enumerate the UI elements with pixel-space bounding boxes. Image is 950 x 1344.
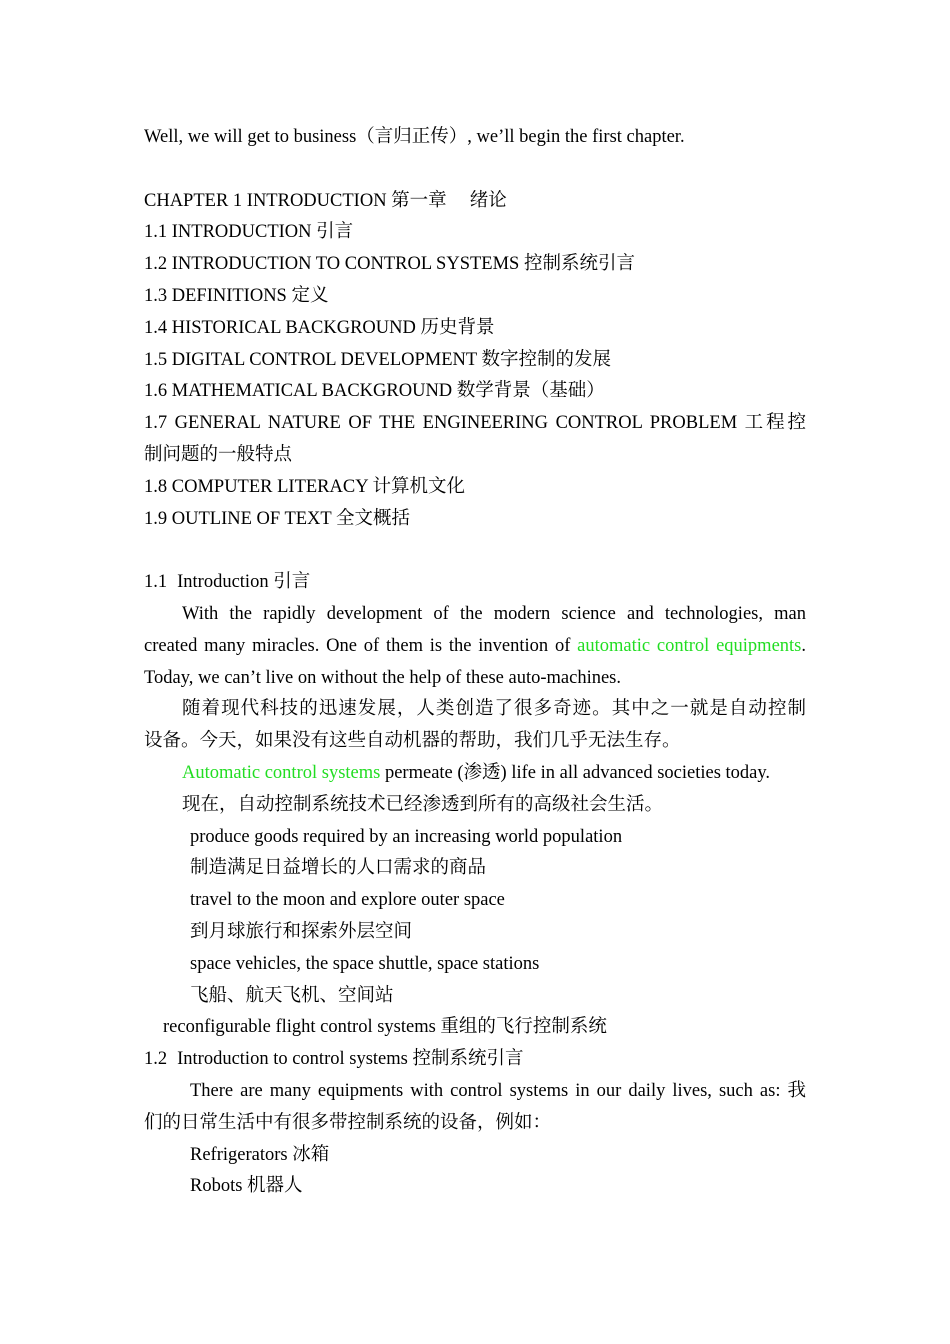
toc-item: 1.8 COMPUTER LITERACY 计算机文化	[144, 476, 466, 497]
document-body	[144, 122, 806, 1203]
section-title: Introduction 引言	[177, 572, 311, 593]
paragraph-line: reconfigurable flight control systems 重组的飞行控制系统	[163, 1017, 607, 1038]
toc-item: 1.1 INTRODUCTION 引言	[144, 222, 354, 243]
paragraph-text: created many miracles. One of them is the invention of	[144, 635, 578, 656]
toc-item: 1.6 MATHEMATICAL BACKGROUND 数学背景（基础）	[144, 381, 605, 402]
example-line: 制造满足日益增长的人口需求的商品	[190, 858, 487, 879]
toc-item: 1.2 INTRODUCTION TO CONTROL SYSTEMS 控制系统引言	[144, 254, 635, 275]
toc-item: 1.7 GENERAL NATURE OF THE ENGINEERING CONTROL PROBLEM 工程控	[144, 413, 806, 434]
example-line: 到月球旅行和探索外层空间	[190, 921, 413, 942]
example-line: travel to the moon and explore outer space	[190, 890, 505, 911]
paragraph-line: 设备。今天，如果没有这些自动机器的帮助，我们几乎无法生存。	[144, 731, 681, 752]
highlighted-term: Automatic control systems	[182, 762, 381, 783]
example-line: space vehicles, the space shuttle, space stations	[190, 953, 540, 974]
section-number: 1.1	[144, 572, 168, 593]
paragraph-line	[144, 758, 806, 790]
spacer	[144, 535, 806, 567]
section-heading	[144, 1044, 806, 1076]
chapter-title: CHAPTER 1 INTRODUCTION 第一章 绪论	[144, 190, 507, 211]
intro-line: Well, we will get to business（言归正传）, we’ll begin the first chapter.	[144, 127, 685, 147]
paragraph-line: There are many equipments with control systems in our daily lives, such as: 我	[190, 1080, 806, 1101]
toc-item: 1.3 DEFINITIONS 定义	[144, 285, 329, 306]
paragraph-line	[144, 631, 806, 663]
paragraph-text: permeate (渗透) life in all advanced societies today.	[380, 762, 771, 783]
toc-item-continuation: 制问题的一般特点	[144, 444, 293, 465]
paragraph-text: .	[801, 635, 806, 656]
example-line: 飞船、航天飞机、空间站	[190, 985, 394, 1006]
paragraph-line: 随着现代科技的迅速发展，人类创造了很多奇迹。其中之一就是自动控制	[182, 699, 806, 720]
paragraph-line: 现在，自动控制系统技术已经渗透到所有的高级社会生活。	[182, 794, 664, 815]
spacer	[144, 154, 806, 186]
toc-item: 1.5 DIGITAL CONTROL DEVELOPMENT 数字控制的发展	[144, 349, 611, 370]
paragraph-line: Today, we can’t live on without the help of these auto-machines.	[144, 667, 621, 688]
example-line: produce goods required by an increasing world population	[190, 826, 623, 847]
list-item: Refrigerators 冰箱	[190, 1144, 330, 1165]
section-title: Introduction to control systems 控制系统引言	[177, 1049, 524, 1070]
toc-item: 1.4 HISTORICAL BACKGROUND 历史背景	[144, 317, 495, 338]
highlighted-term: automatic control equipments	[577, 635, 802, 656]
paragraph-line: With the rapidly development of the modern science and technologies, man	[182, 603, 806, 624]
toc-item: 1.9 OUTLINE OF TEXT 全文概括	[144, 508, 411, 529]
section-number: 1.2	[144, 1049, 168, 1070]
section-heading	[144, 567, 806, 599]
list-item: Robots 机器人	[190, 1176, 303, 1197]
paragraph-line: 们的日常生活中有很多带控制系统的设备，例如：	[144, 1112, 552, 1133]
